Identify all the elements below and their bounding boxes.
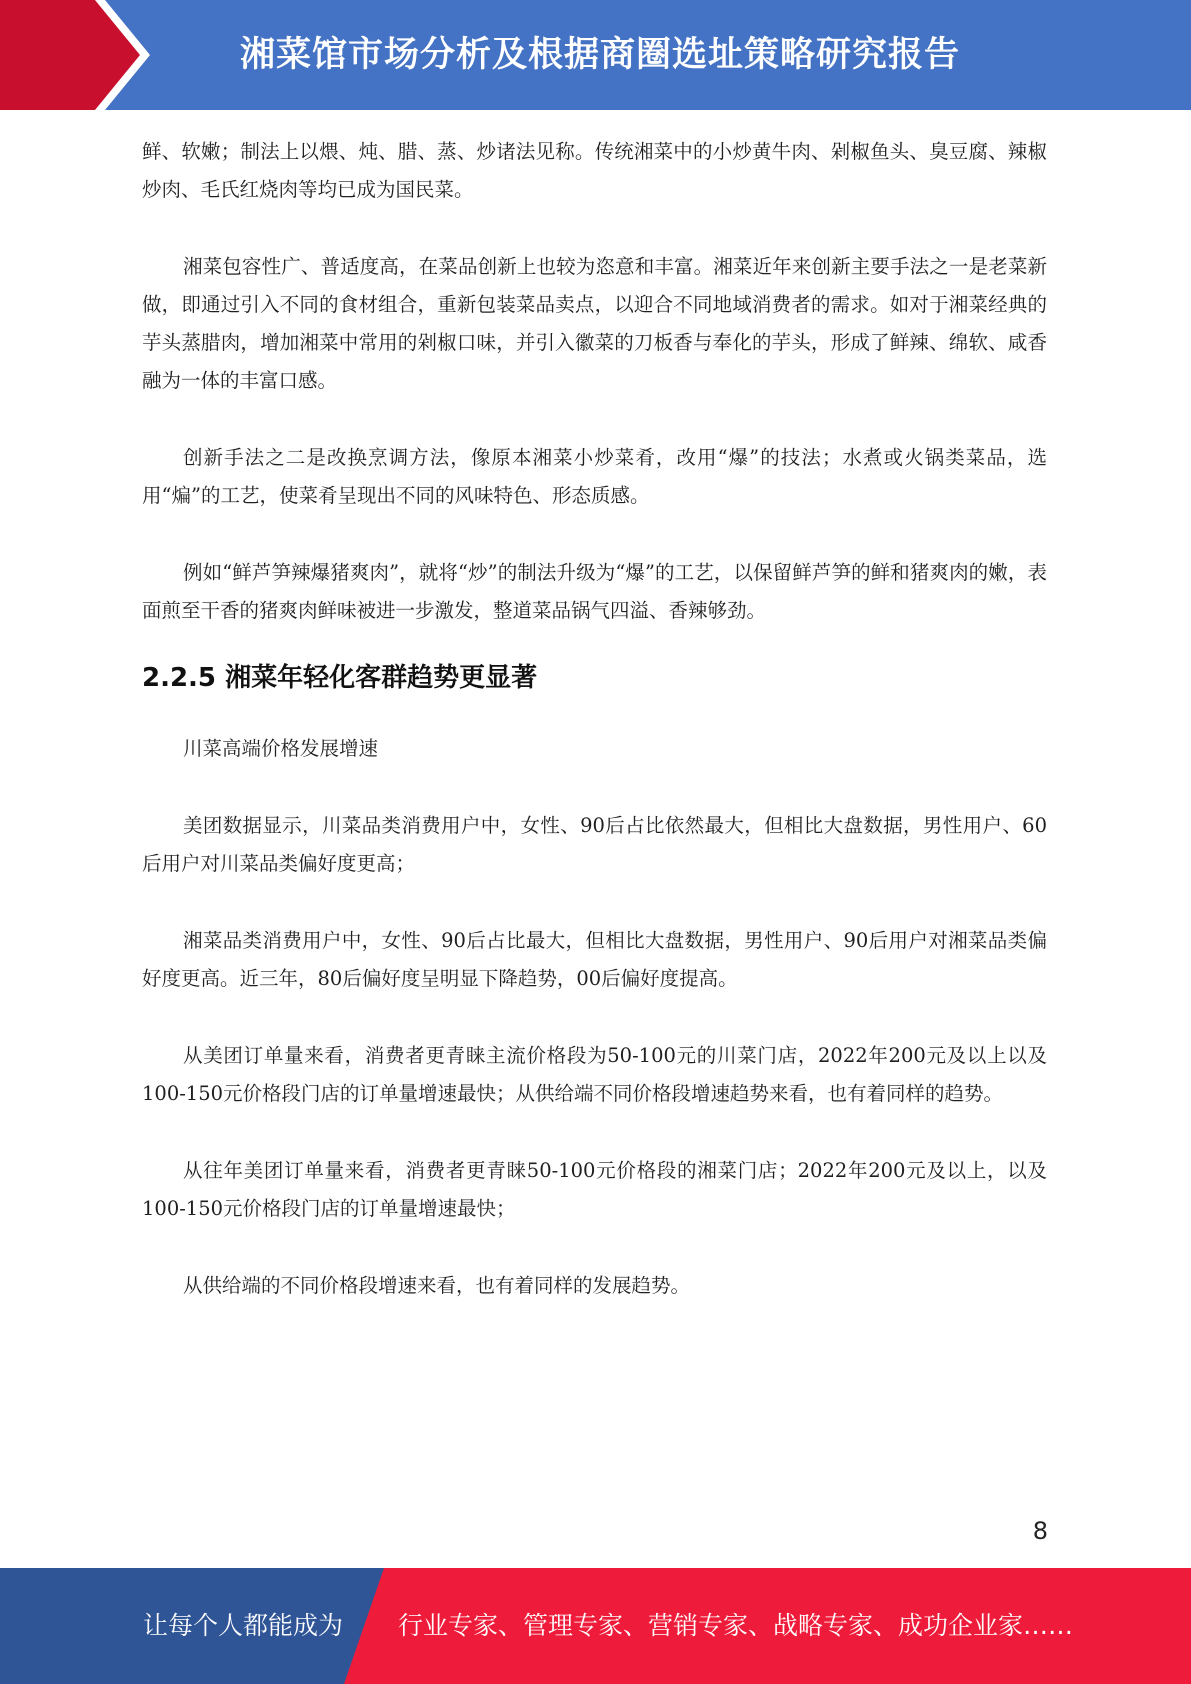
paragraph-8: 从美团订单量来看，消费者更青睐主流价格段为50-100元的川菜门店，2022年200元及以上以及100-150元价格段门店的订单量增速最快；从供给端不同价格段增速趋势来看，也有着同样的趋势。 xyxy=(142,1044,1047,1105)
page-number: 8 xyxy=(1032,1517,1048,1545)
report-title: 湘菜馆市场分析及根据商圈选址策略研究报告 xyxy=(240,35,961,75)
footer-slogan-right: 行业专家、管理专家、营销专家、战略专家、成功企业家…… xyxy=(398,1611,1074,1640)
document-body xyxy=(142,133,1047,1305)
header-arrow-decoration xyxy=(0,0,160,110)
paragraph-3: 创新手法之二是改换烹调方法，像原本湘菜小炒菜肴，改用“爆”的技法；水煮或火锅类菜品，选用“煸”的工艺，使菜肴呈现出不同的风味特色、形态质感。 xyxy=(142,446,1047,507)
paragraph-7: 湘菜品类消费用户中，女性、90后占比最大，但相比大盘数据，男性用户、90后用户对湘菜品类偏好度更高。近三年，80后偏好度呈明显下降趋势，00后偏好度提高。 xyxy=(142,929,1047,990)
paragraph-9: 从往年美团订单量来看，消费者更青睐50-100元价格段的湘菜门店；2022年200元及以上，以及100-150元价格段门店的订单量增速最快； xyxy=(142,1159,1047,1220)
section-heading: 2.2.5 湘菜年轻化客群趋势更显著 xyxy=(142,663,538,693)
footer-slogan-left: 让每个人都能成为 xyxy=(143,1611,344,1640)
paragraph-2: 湘菜包容性广、普适度高，在菜品创新上也较为恣意和丰富。湘菜近年来创新主要手法之一是老菜新做，即通过引入不同的食材组合，重新包装菜品卖点，以迎合不同地域消费者的需求。如对于湘菜经典的芋头蒸腊肉，增加湘菜中常用的剁椒口味，并引入徽菜的刀板香与奉化的芋头，形成了鲜辣、绵软、咸香融为一体的丰富口感。 xyxy=(142,255,1047,392)
paragraph-1: 鲜、软嫩；制法上以煨、炖、腊、蒸、炒诸法见称。传统湘菜中的小炒黄牛肉、剁椒鱼头、臭豆腐、辣椒炒肉、毛氏红烧肉等均已成为国民菜。 xyxy=(142,140,1047,201)
paragraph-6: 美团数据显示，川菜品类消费用户中，女性、90后占比依然最大，但相比大盘数据，男性用户、60后用户对川菜品类偏好度更高； xyxy=(142,814,1047,875)
paragraph-4: 例如“鲜芦笋辣爆猪爽肉”，就将“炒”的制法升级为“爆”的工艺，以保留鲜芦笋的鲜和猪爽肉的嫩，表面煎至干香的猪爽肉鲜味被进一步激发，整道菜品锅气四溢、香辣够劲。 xyxy=(142,561,1047,622)
page-footer xyxy=(0,1568,1191,1684)
paragraph-10: 从供给端的不同价格段增速来看，也有着同样的发展趋势。 xyxy=(183,1274,691,1297)
paragraph-5: 川菜高端价格发展增速 xyxy=(183,737,379,760)
page-header xyxy=(0,0,1191,110)
